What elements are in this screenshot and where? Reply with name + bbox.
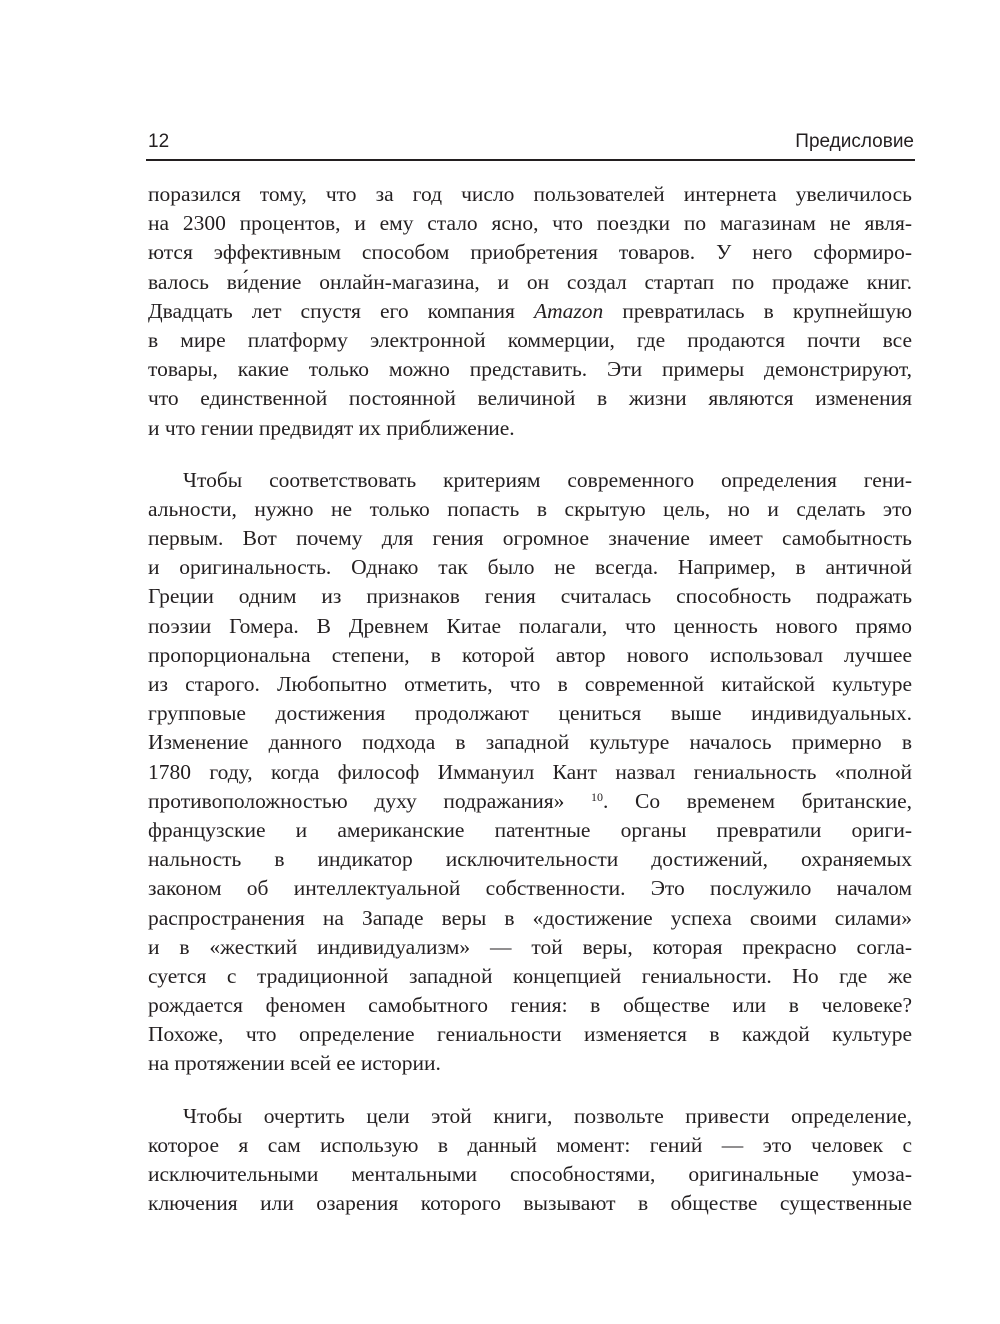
line-text: законом об интеллектуальной собственности. Это послужило началом	[148, 876, 912, 901]
line-text: в мире платформу электронной коммерции, где продаются почти все	[148, 327, 912, 352]
footnote-reference[interactable]: 10	[591, 789, 603, 804]
line-text: которое я сам использую в данный момент: гений — это человек с	[148, 1132, 912, 1157]
text-line	[148, 553, 912, 582]
line-text: превратилась в крупнейшую	[603, 298, 912, 323]
text-line	[148, 933, 912, 962]
text-line	[148, 414, 912, 443]
line-text: поэзии Гомера. В Древнем Китае полагали, что ценность нового прямо	[148, 613, 912, 638]
text-line	[148, 180, 912, 209]
running-header	[148, 131, 914, 157]
line-text: пропорциональна степени, в которой автор нового использовал лучшее	[148, 642, 912, 667]
paragraph	[148, 180, 912, 443]
line-text: нальность в индикатор исключительности достижений, охраняемых	[148, 847, 912, 872]
text-line	[148, 816, 912, 845]
line-text: противоположностью духу подражания»	[148, 788, 591, 813]
text-line	[148, 1049, 912, 1078]
text-line	[148, 991, 912, 1020]
line-text: и оригинальность. Однако так было не всегда. Например, в античной	[148, 555, 912, 580]
line-text: на 2300 процентов, и ему стало ясно, что поездки по магазинам не явля-	[148, 211, 912, 236]
line-text: Похоже, что определение гениальности изменяется в каждой культуре	[148, 1022, 912, 1047]
text-line	[148, 845, 912, 874]
text-line	[148, 209, 912, 238]
line-text: альности, нужно не только попасть в скрытую цель, но и сделать это	[148, 496, 912, 521]
body-text	[148, 180, 912, 1218]
line-text: Изменение данного подхода в западной культуре началось примерно в	[148, 730, 912, 755]
text-line	[148, 238, 912, 267]
running-title: Предисловие	[795, 131, 914, 152]
text-line	[148, 787, 912, 816]
line-text: 1780 году, когда философ Иммануил Кант назвал гениальность «полной	[148, 759, 912, 784]
text-line	[148, 758, 912, 787]
text-line	[148, 1160, 912, 1189]
line-text: исключительными ментальными способностями, оригинальные умоза-	[148, 1162, 912, 1186]
text-line	[148, 326, 912, 355]
line-text: . Со временем британские,	[603, 788, 912, 813]
text-line	[148, 1020, 912, 1049]
text-line	[148, 1102, 912, 1131]
text-line	[148, 641, 912, 670]
page-number: 12	[148, 131, 170, 152]
line-text: рождается феномен самобытного гения: в обществе или в человеке?	[148, 993, 912, 1018]
text-line	[148, 384, 912, 413]
line-text: что единственной постоянной величиной в жизни являются изменения	[148, 386, 912, 411]
line-text: поразился тому, что за год число пользователей интернета увеличилось	[148, 182, 912, 206]
text-line	[148, 962, 912, 991]
text-line	[148, 670, 912, 699]
line-text: и что гении предвидят их приближение.	[148, 415, 515, 440]
line-text: групповые достижения продолжают цениться выше индивидуальных.	[148, 701, 912, 726]
text-line	[148, 582, 912, 611]
line-text: Двадцать лет спустя его компания	[148, 298, 534, 323]
text-line	[148, 612, 912, 641]
line-text: на протяжении всей ее истории.	[148, 1051, 441, 1076]
text-line	[148, 268, 912, 297]
line-text: суется с традиционной западной концепцией гениальности. Но где же	[148, 963, 912, 988]
line-text: из старого. Любопытно отметить, что в современной китайской культуре	[148, 672, 912, 696]
paragraph	[148, 466, 912, 1079]
text-line	[148, 355, 912, 384]
line-text: распространения на Западе веры в «достижение успеха своими силами»	[148, 905, 912, 930]
line-text: и в «жесткий индивидуализм» — той веры, которая прекрасно согла-	[148, 934, 912, 959]
text-line	[148, 466, 912, 495]
line-text: Греции одним из признаков гения считалась способность подражать	[148, 584, 912, 609]
line-text: ются эффективным способом приобретения товаров. У него сформиро-	[148, 240, 912, 265]
paragraph	[148, 1102, 912, 1219]
line-text: товары, какие только можно представить. Эти примеры демонстрируют,	[148, 357, 912, 382]
text-line	[148, 874, 912, 903]
text-line	[148, 904, 912, 933]
text-line	[148, 728, 912, 757]
text-line	[148, 495, 912, 524]
text-line	[148, 1189, 912, 1218]
italic-company-name: Amazon	[534, 298, 604, 323]
line-text: ключения или озарения которого вызывают в обществе существенные	[148, 1191, 912, 1216]
line-text: первым. Вот почему для гения огромное значение имеет самобытность	[148, 526, 912, 551]
line-text: валось ви́дение онлайн-магазина, и он создал стартап по продаже книг.	[148, 269, 912, 294]
text-line	[148, 524, 912, 553]
text-line	[148, 699, 912, 728]
text-line	[148, 297, 912, 326]
line-text: французские и американские патентные органы превратили ориги-	[148, 817, 912, 842]
line-text: Чтобы очертить цели этой книги, позвольте привести определение,	[183, 1103, 912, 1128]
text-line	[148, 1131, 912, 1160]
header-rule	[146, 159, 915, 161]
line-text: Чтобы соответствовать критериям современного определения гени-	[183, 467, 912, 492]
